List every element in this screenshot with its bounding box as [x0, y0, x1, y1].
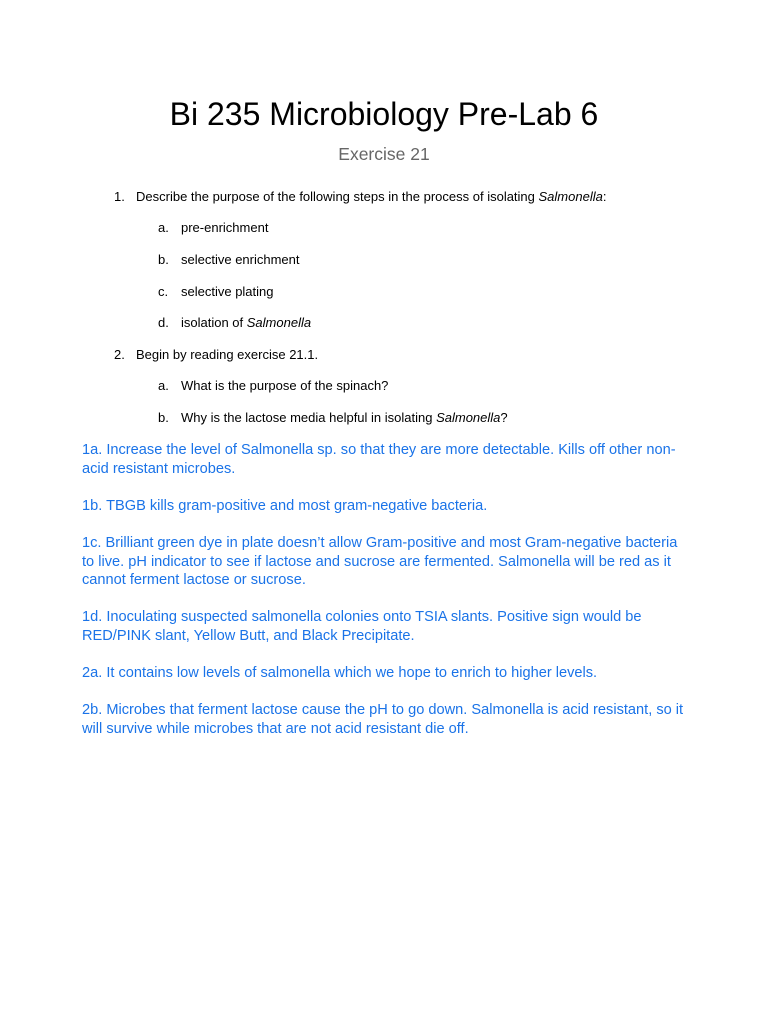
item-text: pre-enrichment	[181, 220, 269, 235]
item-text: selective enrichment	[181, 252, 300, 267]
answer-1a: 1a. Increase the level of Salmonella sp. so that they are more detectable. Kills off other non-acid resistant microbes.	[82, 442, 676, 477]
item-letter: a.	[158, 378, 169, 393]
item-text: isolation of Salmonella	[181, 315, 312, 330]
item-letter: b.	[158, 252, 169, 267]
item-text: Why is the lactose media helpful in isolating Salmonella?	[181, 410, 508, 425]
question-text: Begin by reading exercise 21.1.	[136, 347, 319, 362]
item-text: What is the purpose of the spinach?	[181, 378, 389, 393]
document-subtitle: Exercise 21	[338, 144, 430, 164]
item-letter: b.	[158, 410, 169, 425]
answer-2a: 2a. It contains low levels of salmonella which we hope to enrich to higher levels.	[82, 665, 598, 681]
answer-1d: 1d. Inoculating suspected salmonella colonies onto TSIA slants. Positive sign would be RED/PINK slant, Yellow Butt, and Black Precipitate.	[82, 609, 642, 644]
answer-2b: 2b. Microbes that ferment lactose cause the pH to go down. Salmonella is acid resistant, so it will survive while microbes that are not acid resistant die off.	[82, 702, 684, 737]
document-title: Bi 235 Microbiology Pre-Lab 6	[169, 96, 599, 132]
question-number: 2.	[114, 347, 125, 362]
item-letter: c.	[158, 284, 169, 299]
answer-1c: 1c. Brilliant green dye in plate doesn’t allow Gram-positive and most Gram-negative bacteria to live. pH indicator to see if lactose and sucrose are fermented. Salmonella will be red as it cannot ferment lactose or sucrose.	[82, 535, 678, 588]
item-text: selective plating	[181, 284, 274, 299]
item-letter: a.	[158, 220, 169, 235]
question-number: 1.	[114, 189, 125, 204]
answer-1b: 1b. TBGB kills gram-positive and most gram-negative bacteria.	[82, 498, 488, 514]
question-text: Describe the purpose of the following steps in the process of isolating Salmonella:	[136, 189, 607, 204]
item-letter: d.	[158, 315, 169, 330]
